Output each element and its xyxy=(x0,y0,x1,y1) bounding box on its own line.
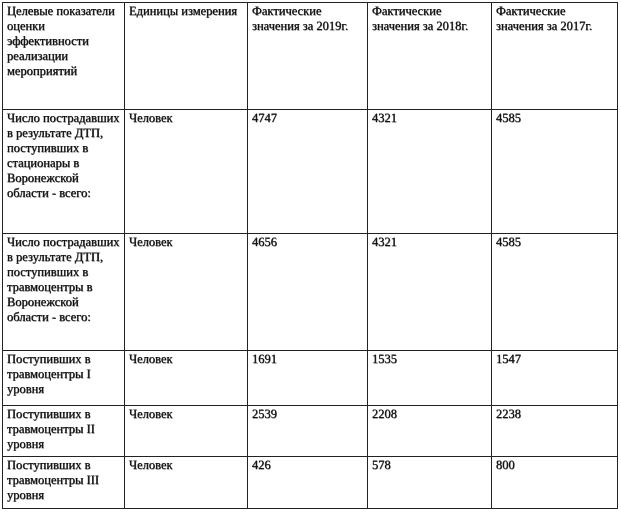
table-row xyxy=(3,406,618,457)
cell-unit: Человек xyxy=(125,110,248,234)
cell-2018: 1535 xyxy=(368,351,492,406)
table-row xyxy=(3,110,618,234)
cell-indicator: Поступивших в травмоцентры II уровня xyxy=(3,406,125,457)
cell-unit: Человек xyxy=(125,406,248,457)
cell-2019: 1691 xyxy=(248,351,368,406)
cell-2018: 4321 xyxy=(368,110,492,234)
cell-2019: 426 xyxy=(248,457,368,509)
table-row xyxy=(3,457,618,509)
cell-2018: 4321 xyxy=(368,234,492,351)
cell-indicator: Поступивших в травмоцентры III уровня xyxy=(3,457,125,509)
cell-indicator: Число пострадавших в результате ДТП, поступивших в стационары в Воронежской области - всего: xyxy=(3,110,125,234)
header-2018: Фактические значения за 2018г. xyxy=(368,3,492,110)
header-2019: Фактические значения за 2019г. xyxy=(248,3,368,110)
cell-2017: 4585 xyxy=(492,234,618,351)
cell-2017: 4585 xyxy=(492,110,618,234)
cell-2019: 2539 xyxy=(248,406,368,457)
table-row xyxy=(3,234,618,351)
cell-unit: Человек xyxy=(125,457,248,509)
cell-2017: 800 xyxy=(492,457,618,509)
cell-2017: 1547 xyxy=(492,351,618,406)
cell-unit: Человек xyxy=(125,351,248,406)
header-unit: Единицы измерения xyxy=(125,3,248,110)
document-page xyxy=(2,2,617,508)
table-header-row xyxy=(3,3,618,110)
cell-indicator: Поступивших в травмоцентры I уровня xyxy=(3,351,125,406)
cell-2018: 2208 xyxy=(368,406,492,457)
cell-unit: Человек xyxy=(125,234,248,351)
indicators-table xyxy=(2,2,618,509)
header-2017: Фактические значения за 2017г. xyxy=(492,3,618,110)
header-indicator: Целевые показатели оценки эффективности реализации мероприятий xyxy=(3,3,125,110)
cell-2017: 2238 xyxy=(492,406,618,457)
table-row xyxy=(3,351,618,406)
cell-indicator: Число пострадавших в результате ДТП, поступивших в травмоцентры в Воронежской области - всего: xyxy=(3,234,125,351)
cell-2019: 4747 xyxy=(248,110,368,234)
cell-2019: 4656 xyxy=(248,234,368,351)
cell-2018: 578 xyxy=(368,457,492,509)
